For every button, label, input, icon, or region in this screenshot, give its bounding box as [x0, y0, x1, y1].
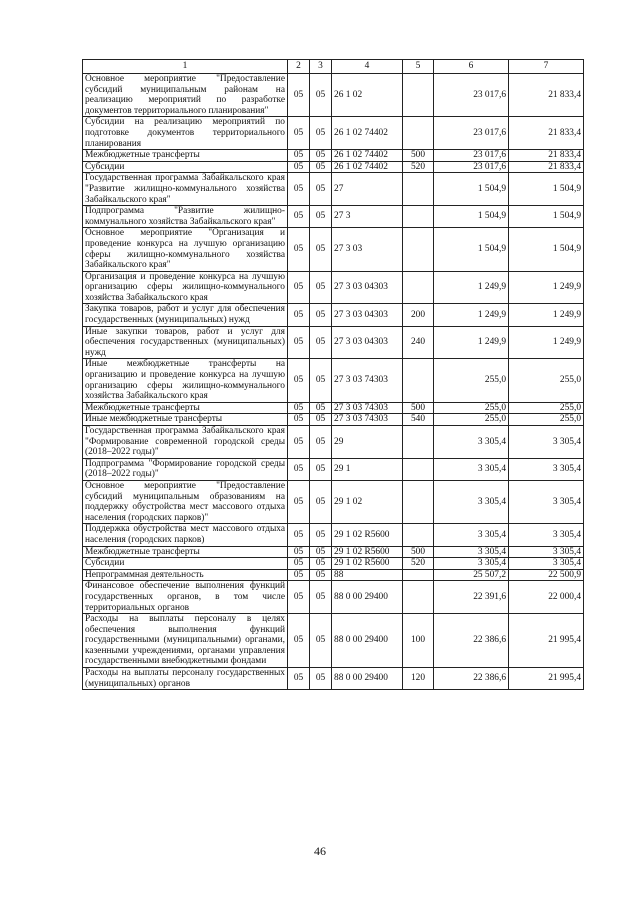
subsection-code-cell: 05 [310, 74, 332, 117]
table-row [83, 402, 584, 414]
column-header: 5 [403, 60, 434, 74]
page-number: 46 [314, 844, 326, 858]
expense-type-cell: 100 [403, 614, 434, 668]
row-name-cell: Межбюджетные трансферты [83, 402, 288, 414]
amount-col7-cell: 21 833,4 [509, 150, 584, 162]
table-row [83, 414, 584, 426]
amount-col7-cell: 1 249,9 [509, 304, 584, 326]
row-name-cell: Финансовое обеспечение выполнения функций государственных органов, в том числе территориальных органов [83, 581, 288, 614]
table-row [83, 546, 584, 558]
table-row [83, 150, 584, 162]
expense-type-cell: 500 [403, 150, 434, 162]
amount-col7-cell: 21 833,4 [509, 161, 584, 173]
target-article-cell: 27 3 03 04303 [332, 326, 403, 359]
row-name-cell: Государственная программа Забайкальского края "Формирование современной городской среды (2018–2022 годы)" [83, 426, 288, 459]
amount-col6-cell: 23 017,6 [434, 74, 509, 117]
row-name-cell: Непрограммная деятельность [83, 569, 288, 581]
amount-col7-cell: 21 995,4 [509, 614, 584, 668]
subsection-code-cell: 05 [310, 569, 332, 581]
subsection-code-cell: 05 [310, 581, 332, 614]
table-row [83, 359, 584, 402]
amount-col7-cell: 3 305,4 [509, 524, 584, 546]
amount-col6-cell: 23 017,6 [434, 150, 509, 162]
target-article-cell: 27 3 03 74303 [332, 359, 403, 402]
amount-col6-cell: 1 249,9 [434, 304, 509, 326]
section-code-cell: 05 [288, 150, 310, 162]
expense-type-cell: 240 [403, 326, 434, 359]
target-article-cell: 88 0 00 29400 [332, 668, 403, 690]
table-row [83, 569, 584, 581]
row-name-cell: Расходы на выплаты персоналу государственных (муниципальных) органов [83, 668, 288, 690]
expense-type-cell: 540 [403, 414, 434, 426]
subsection-code-cell: 05 [310, 614, 332, 668]
amount-col6-cell: 3 305,4 [434, 426, 509, 459]
row-name-cell: Субсидии [83, 161, 288, 173]
section-code-cell: 05 [288, 480, 310, 523]
table-row [83, 271, 584, 304]
target-article-cell: 27 3 03 04303 [332, 304, 403, 326]
expense-type-cell [403, 581, 434, 614]
expense-type-cell [403, 173, 434, 206]
target-article-cell: 26 1 02 74402 [332, 117, 403, 150]
table-row [83, 458, 584, 480]
amount-col6-cell: 22 391,6 [434, 581, 509, 614]
column-header: 4 [332, 60, 403, 74]
section-code-cell: 05 [288, 546, 310, 558]
target-article-cell: 27 3 03 04303 [332, 271, 403, 304]
column-header: 1 [83, 60, 288, 74]
expense-type-cell [403, 359, 434, 402]
table-row [83, 173, 584, 206]
target-article-cell: 27 [332, 173, 403, 206]
section-code-cell: 05 [288, 524, 310, 546]
target-article-cell: 27 3 [332, 206, 403, 228]
column-header: 6 [434, 60, 509, 74]
target-article-cell: 29 [332, 426, 403, 459]
amount-col7-cell: 3 305,4 [509, 480, 584, 523]
subsection-code-cell: 05 [310, 458, 332, 480]
amount-col6-cell: 22 386,6 [434, 668, 509, 690]
expense-type-cell [403, 271, 434, 304]
row-name-cell: Расходы на выплаты персоналу в целях обеспечения выполнения функций государственными (муниципальными) органами, казенными учреждениями, органами управления государственными внебюджетными фондами [83, 614, 288, 668]
expense-type-cell [403, 480, 434, 523]
subsection-code-cell: 05 [310, 228, 332, 271]
amount-col6-cell: 1 504,9 [434, 228, 509, 271]
section-code-cell: 05 [288, 228, 310, 271]
amount-col6-cell: 25 507,2 [434, 569, 509, 581]
section-code-cell: 05 [288, 581, 310, 614]
expense-type-cell [403, 228, 434, 271]
subsection-code-cell: 05 [310, 206, 332, 228]
section-code-cell: 05 [288, 414, 310, 426]
row-name-cell: Межбюджетные трансферты [83, 150, 288, 162]
section-code-cell: 05 [288, 402, 310, 414]
target-article-cell: 29 1 02 R5600 [332, 558, 403, 570]
subsection-code-cell: 05 [310, 524, 332, 546]
section-code-cell: 05 [288, 614, 310, 668]
amount-col7-cell: 3 305,4 [509, 458, 584, 480]
row-name-cell: Закупка товаров, работ и услуг для обеспечения государственных (муниципальных) нужд [83, 304, 288, 326]
amount-col6-cell: 3 305,4 [434, 546, 509, 558]
expense-type-cell [403, 74, 434, 117]
subsection-code-cell: 05 [310, 558, 332, 570]
row-name-cell: Подпрограмма "Развитие жилищно-коммунального хозяйства Забайкальского края" [83, 206, 288, 228]
subsection-code-cell: 05 [310, 668, 332, 690]
table-row [83, 304, 584, 326]
row-name-cell: Организация и проведение конкурса на лучшую организацию сферы жилищно-коммунального хозяйства Забайкальского края [83, 271, 288, 304]
amount-col6-cell: 23 017,6 [434, 161, 509, 173]
row-name-cell: Межбюджетные трансферты [83, 546, 288, 558]
section-code-cell: 05 [288, 668, 310, 690]
expense-type-cell [403, 117, 434, 150]
subsection-code-cell: 05 [310, 426, 332, 459]
expense-type-cell: 500 [403, 546, 434, 558]
row-name-cell: Основное мероприятие "Предоставление субсидий муниципальным образованиям на поддержку обустройства мест массового отдыха населения (городских парков)" [83, 480, 288, 523]
budget-table [82, 59, 584, 690]
amount-col7-cell: 1 504,9 [509, 228, 584, 271]
expense-type-cell [403, 524, 434, 546]
row-name-cell: Субсидии [83, 558, 288, 570]
column-header: 3 [310, 60, 332, 74]
amount-col7-cell: 3 305,4 [509, 426, 584, 459]
amount-col7-cell: 21 833,4 [509, 117, 584, 150]
subsection-code-cell: 05 [310, 271, 332, 304]
amount-col7-cell: 21 833,4 [509, 74, 584, 117]
amount-col6-cell: 3 305,4 [434, 480, 509, 523]
row-name-cell: Субсидии на реализацию мероприятий по подготовке документов территориального планирования [83, 117, 288, 150]
expense-type-cell: 520 [403, 161, 434, 173]
amount-col7-cell: 1 504,9 [509, 206, 584, 228]
target-article-cell: 29 1 [332, 458, 403, 480]
section-code-cell: 05 [288, 173, 310, 206]
target-article-cell: 88 0 00 29400 [332, 614, 403, 668]
subsection-code-cell: 05 [310, 414, 332, 426]
subsection-code-cell: 05 [310, 304, 332, 326]
target-article-cell: 26 1 02 74402 [332, 150, 403, 162]
amount-col7-cell: 3 305,4 [509, 546, 584, 558]
section-code-cell: 05 [288, 117, 310, 150]
row-name-cell: Государственная программа Забайкальского края "Развитие жилищно-коммунального хозяйства Забайкальского края" [83, 173, 288, 206]
table-row [83, 524, 584, 546]
amount-col6-cell: 22 386,6 [434, 614, 509, 668]
subsection-code-cell: 05 [310, 402, 332, 414]
table-row [83, 228, 584, 271]
target-article-cell: 88 [332, 569, 403, 581]
amount-col7-cell: 1 249,9 [509, 326, 584, 359]
amount-col7-cell: 1 249,9 [509, 271, 584, 304]
subsection-code-cell: 05 [310, 150, 332, 162]
section-code-cell: 05 [288, 271, 310, 304]
column-header: 7 [509, 60, 584, 74]
section-code-cell: 05 [288, 206, 310, 228]
amount-col6-cell: 255,0 [434, 359, 509, 402]
subsection-code-cell: 05 [310, 546, 332, 558]
amount-col6-cell: 255,0 [434, 414, 509, 426]
target-article-cell: 29 1 02 [332, 480, 403, 523]
target-article-cell: 29 1 02 R5600 [332, 524, 403, 546]
amount-col7-cell: 255,0 [509, 414, 584, 426]
expense-type-cell: 520 [403, 558, 434, 570]
section-code-cell: 05 [288, 74, 310, 117]
section-code-cell: 05 [288, 569, 310, 581]
amount-col6-cell: 23 017,6 [434, 117, 509, 150]
table-row [83, 206, 584, 228]
target-article-cell: 27 3 03 [332, 228, 403, 271]
amount-col6-cell: 3 305,4 [434, 558, 509, 570]
amount-col7-cell: 22 500,9 [509, 569, 584, 581]
target-article-cell: 26 1 02 [332, 74, 403, 117]
amount-col6-cell: 3 305,4 [434, 524, 509, 546]
amount-col6-cell: 1 504,9 [434, 173, 509, 206]
amount-col6-cell: 255,0 [434, 402, 509, 414]
section-code-cell: 05 [288, 326, 310, 359]
row-name-cell: Основное мероприятие "Предоставление субсидий муниципальным районам на реализацию мероприятий по разработке документов территориального планирования" [83, 74, 288, 117]
section-code-cell: 05 [288, 304, 310, 326]
target-article-cell: 27 3 03 74303 [332, 402, 403, 414]
target-article-cell: 26 1 02 74402 [332, 161, 403, 173]
section-code-cell: 05 [288, 161, 310, 173]
table-row [83, 426, 584, 459]
expense-type-cell: 120 [403, 668, 434, 690]
table-row [83, 117, 584, 150]
table-row [83, 581, 584, 614]
table-row [83, 74, 584, 117]
subsection-code-cell: 05 [310, 359, 332, 402]
expense-type-cell [403, 569, 434, 581]
amount-col7-cell: 22 000,4 [509, 581, 584, 614]
expense-type-cell [403, 458, 434, 480]
table-row [83, 326, 584, 359]
amount-col6-cell: 1 504,9 [434, 206, 509, 228]
amount-col7-cell: 255,0 [509, 402, 584, 414]
expense-type-cell: 500 [403, 402, 434, 414]
amount-col7-cell: 1 504,9 [509, 173, 584, 206]
row-name-cell: Подпрограмма "Формирование городской среды (2018–2022 годы)" [83, 458, 288, 480]
table-row [83, 480, 584, 523]
row-name-cell: Основное мероприятие "Организация и проведение конкурса на лучшую организацию сферы жилищно-коммунального хозяйства Забайкальского края" [83, 228, 288, 271]
subsection-code-cell: 05 [310, 161, 332, 173]
target-article-cell: 88 0 00 29400 [332, 581, 403, 614]
header-row [83, 60, 584, 74]
table-row [83, 614, 584, 668]
table-row [83, 558, 584, 570]
amount-col7-cell: 3 305,4 [509, 558, 584, 570]
section-code-cell: 05 [288, 426, 310, 459]
row-name-cell: Иные межбюджетные трансферты на организацию и проведение конкурса на лучшую организацию сферы жилищно-коммунального хозяйства Забайкальского края [83, 359, 288, 402]
expense-type-cell [403, 206, 434, 228]
subsection-code-cell: 05 [310, 117, 332, 150]
target-article-cell: 29 1 02 R5600 [332, 546, 403, 558]
row-name-cell: Иные межбюджетные трансферты [83, 414, 288, 426]
row-name-cell: Поддержка обустройства мест массового отдыха населения (городских парков) [83, 524, 288, 546]
amount-col6-cell: 1 249,9 [434, 271, 509, 304]
table-row [83, 668, 584, 690]
expense-type-cell: 200 [403, 304, 434, 326]
amount-col7-cell: 21 995,4 [509, 668, 584, 690]
amount-col7-cell: 255,0 [509, 359, 584, 402]
section-code-cell: 05 [288, 359, 310, 402]
column-header: 2 [288, 60, 310, 74]
section-code-cell: 05 [288, 558, 310, 570]
section-code-cell: 05 [288, 458, 310, 480]
amount-col6-cell: 3 305,4 [434, 458, 509, 480]
subsection-code-cell: 05 [310, 326, 332, 359]
table-row [83, 161, 584, 173]
row-name-cell: Иные закупки товаров, работ и услуг для обеспечения государственных (муниципальных) нужд [83, 326, 288, 359]
subsection-code-cell: 05 [310, 173, 332, 206]
subsection-code-cell: 05 [310, 480, 332, 523]
expense-type-cell [403, 426, 434, 459]
amount-col6-cell: 1 249,9 [434, 326, 509, 359]
target-article-cell: 27 3 03 74303 [332, 414, 403, 426]
